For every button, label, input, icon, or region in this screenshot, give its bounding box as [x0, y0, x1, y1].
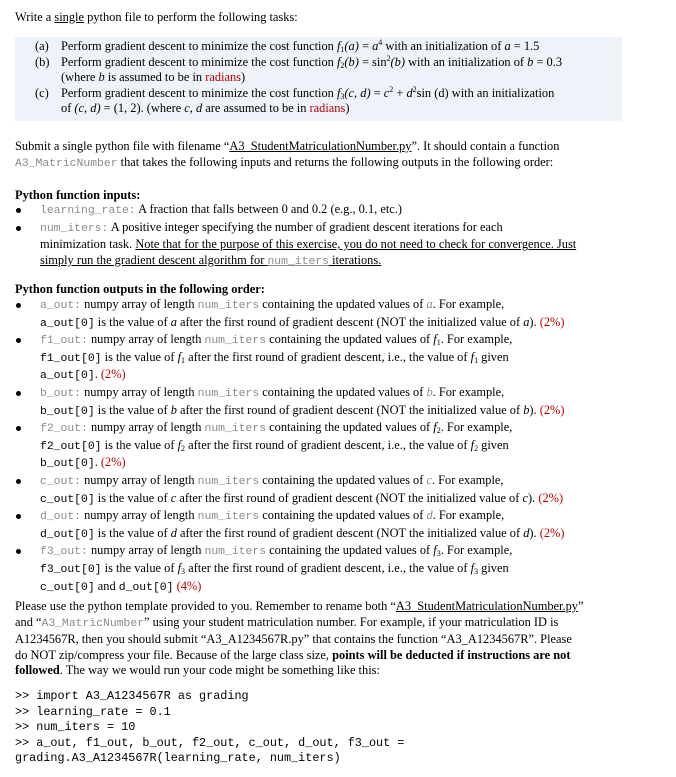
function-name-code: A3_MatricNumber	[41, 617, 145, 630]
list-item: num_iters: A positive integer specifying the number of gradient descent iterations for each	[15, 220, 627, 238]
bullet-icon	[16, 391, 21, 396]
task-label: (c)	[35, 85, 49, 100]
bullet-icon	[16, 426, 21, 431]
outputs-heading: Python function outputs in the following order:	[15, 282, 265, 296]
code-line: >> learning_rate = 0.1	[15, 704, 171, 719]
code-line: >> num_iters = 10	[15, 720, 136, 735]
filename-template: A3_StudentMatriculationNumber.py	[395, 599, 578, 613]
task-c-cont: of (c, d) = (1, 2). (where c, d are assumed to be in radians)	[61, 101, 350, 116]
points-label: (2%)	[539, 314, 565, 329]
function-name-code: A3_MatricNumber	[15, 157, 118, 170]
list-item: f2_out: numpy array of length num_iters containing the updated values of $f_2$. For example,	[15, 420, 627, 438]
task-b: (b) Perform gradient descent to minimize the cost function $f_2(b) = \sin^2(b)$ with an initialization of b = 0.3	[35, 53, 563, 70]
bullet-icon	[16, 549, 21, 554]
points-label: (2%)	[539, 525, 565, 540]
filename-template: A3_StudentMatriculationNumber.py	[229, 139, 412, 153]
task-label: (b)	[35, 54, 50, 69]
list-item: b_out: numpy array of length num_iters containing the updated values of b. For example,	[15, 385, 627, 403]
emphasis-single: single	[54, 10, 85, 24]
list-item: f3_out: numpy array of length num_iters containing the updated values of $f_3$. For example,	[15, 543, 627, 561]
code-line: >> import A3_A1234567R as grading	[15, 689, 249, 703]
outputs-list: a_out: numpy array of length num_iters containing the updated values of a. For example, a_out[0] is the value of a after the first round of gradient descent (NOT the initialized value of a). (2%) f1_out: numpy array of length num_iters containing the updated values of $f_1$. For example, f1_out[0] is the value of $f_1$ after the first round of gradient descent, i.e., the value of $f_1$ given a_out[0]. (2%) b_out: numpy array of length num_iters containing the updated values of b. For example, b_out[0] is the value of b after the first round of gradient descent (NOT the initialized value of b). (2%) f2_out: numpy array of length num_iters containing the updated values of $f_2$. For example, f2_out[0] is the value of $f_2$ after the first round of gradient descent, i.e., the value of $f_2$ given b_out[0]. (2%) c_out: numpy array of length num_iters containing the updated values of c. For example, c_out[0] is the value of c after the first round of gradient descent (NOT the initialized value of c). (2%) d_out: numpy array of length num_iters containing the updated values of d. For example, d_out[0] is the value of d after the first round of gradient descent (NOT the initialized value of d). (2%) f3_out: numpy array of length num_iters containing the updated values of $f_3$. For example, f3_out[0] is the value of $f_3$ after the first round of gradient descent, i.e., the value of $f_3$ given c_out[0] and d_out[0] (4%)	[15, 297, 627, 596]
points-label: (2%)	[539, 402, 565, 417]
points-label: (2%)	[538, 490, 564, 505]
bullet-icon	[16, 226, 21, 231]
closing-instructions: Please use the python template provided to you. Remember to rename both “A3_StudentMatriculationNumber.py” and “A3_MatricNumber” using your student matriculation number. For example, if your matriculation ID is A1234567R, then you should submit “A3_A1234567R.py” that contains the function “A3_A1234567R”. Please do NOT zip/compress your file. Because of the large class size, points will be deducted if instructions are not followed. The way we would run your code might be something like this:	[15, 599, 584, 678]
list-item: a_out: numpy array of length num_iters containing the updated values of a. For example,	[15, 297, 627, 315]
code-example	[15, 689, 404, 767]
bullet-icon	[16, 338, 21, 343]
bullet-icon	[16, 303, 21, 308]
bullet-icon	[16, 514, 21, 519]
code-line: grading.A3_A1234567R(learning_rate, num_iters)	[15, 751, 341, 766]
points-label: (2%)	[100, 367, 126, 382]
intro-line: Write a single python file to perform the following tasks:	[15, 10, 298, 24]
radians-highlight: radians	[309, 101, 346, 116]
task-b-note: (where b is assumed to be in radians)	[61, 70, 246, 85]
list-item: c_out: numpy array of length num_iters containing the updated values of c. For example,	[15, 473, 627, 491]
task-label: (a)	[35, 39, 49, 53]
inputs-heading: Python function inputs:	[15, 188, 141, 202]
task-list	[15, 37, 622, 121]
submission-instructions: Submit a single python file with filename “A3_StudentMatriculationNumber.py”. It should contain a function A3_MatricNumber that takes the following inputs and returns the following outputs in the following order:	[15, 139, 560, 170]
list-item: learning_rate: A fraction that falls between 0 and 0.2 (e.g., 0.1, etc.)	[15, 202, 627, 220]
points-label: (2%)	[100, 455, 126, 470]
radians-highlight: radians	[205, 70, 241, 85]
list-item: f1_out: numpy array of length num_iters containing the updated values of $f_1$. For example,	[15, 332, 627, 350]
task-c: (c) Perform gradient descent to minimize the cost function $f_3(c$, $d) = c^2 + d^2\sin$ (d) with an initialization	[35, 84, 555, 101]
bullet-icon	[16, 479, 21, 484]
list-item: d_out: numpy array of length num_iters containing the updated values of d. For example,	[15, 508, 627, 526]
points-label: (4%)	[176, 578, 202, 593]
inputs-list: learning_rate: A fraction that falls between 0 and 0.2 (e.g., 0.1, etc.) num_iters: A positive integer specifying the number of gradient descent iterations for each minimization task. Note that for the purpose of this exercise, you do not need to check for convergence. Just simply run the gradient descent algorithm for num_iters iterations.	[15, 202, 627, 270]
bullet-icon	[16, 208, 21, 213]
code-line: >> a_out, f1_out, b_out, f2_out, c_out, d_out, f3_out =	[15, 735, 405, 750]
warning-bold: points will be deducted if instructions are not	[332, 647, 571, 662]
task-a: (a) Perform gradient descent to minimize the cost function $f_1(a) = a^4$ with an initialization of a = 1.5	[35, 38, 540, 54]
